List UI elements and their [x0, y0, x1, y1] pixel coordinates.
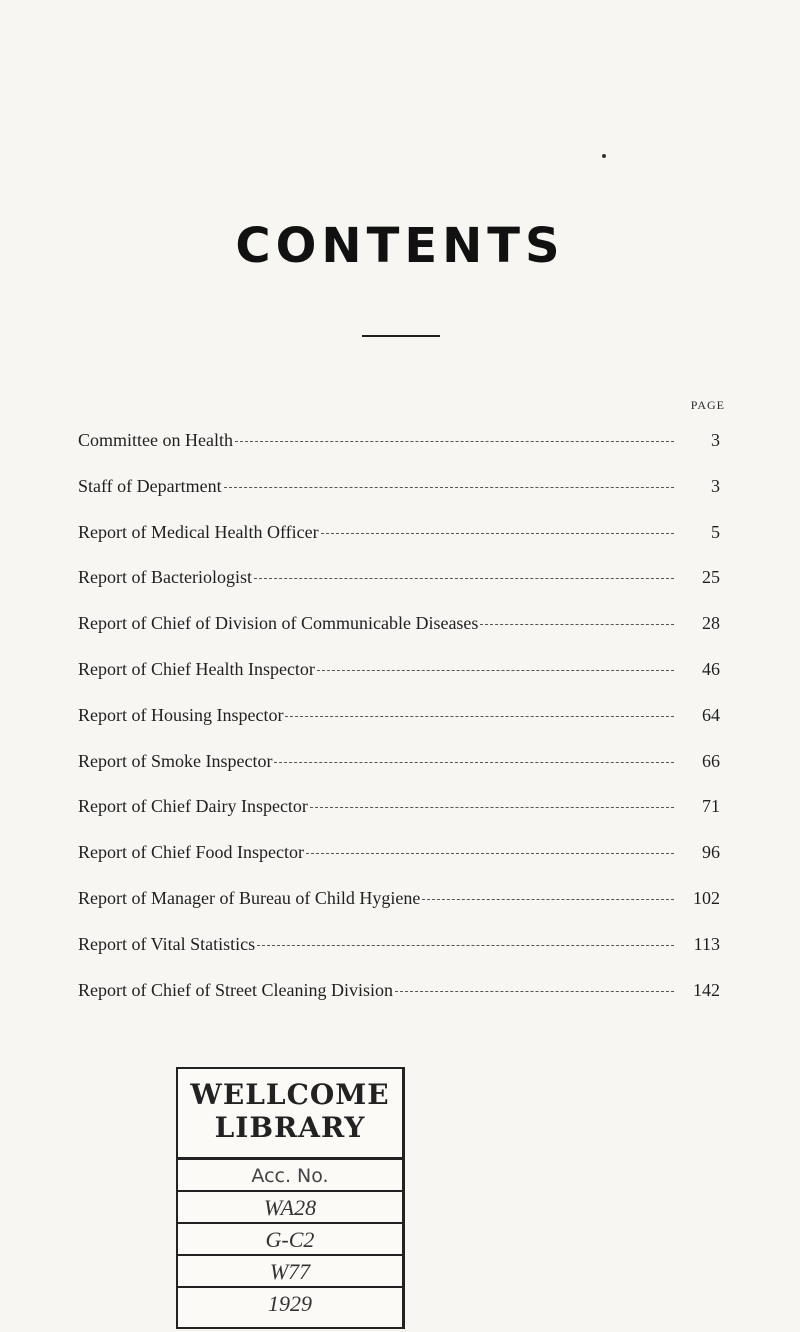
- library-stamp-row: WA28: [178, 1192, 402, 1224]
- title-rule: [362, 335, 440, 337]
- toc-entry-page: 3: [711, 475, 720, 496]
- toc-entry-label: Report of Manager of Bureau of Child Hygiene: [78, 887, 421, 908]
- toc-dot-leader: [285, 716, 674, 717]
- toc-entry-page: 46: [702, 658, 720, 679]
- paper-speck: [602, 154, 606, 158]
- page-title: CONTENTS: [235, 218, 565, 274]
- toc-entry: [78, 476, 720, 522]
- toc-dot-leader: [480, 624, 674, 625]
- toc-dot-leader: [235, 441, 674, 442]
- toc-entry: [78, 888, 720, 934]
- toc-entry: [78, 751, 720, 797]
- toc-dot-leader: [274, 762, 674, 763]
- library-stamp: [176, 1067, 405, 1329]
- toc-entry-page: 102: [693, 887, 720, 908]
- toc-entry-label: Staff of Department: [78, 475, 222, 496]
- library-stamp-row: G-C2: [178, 1224, 402, 1256]
- toc-entry: [78, 980, 720, 1026]
- toc-dot-leader: [306, 853, 674, 854]
- library-stamp-line1: WELLCOME: [190, 1078, 390, 1111]
- toc-entry-page: 96: [702, 842, 720, 863]
- toc-entry-page: 142: [693, 979, 720, 1000]
- toc-entry-label: Report of Chief Food Inspector: [78, 842, 304, 863]
- toc-entry-label: Report of Chief Health Inspector: [78, 658, 315, 679]
- toc-entry-page: 64: [702, 704, 720, 725]
- toc-entry-label: Report of Housing Inspector: [78, 704, 284, 725]
- toc-entry-label: Report of Bacteriologist: [78, 567, 252, 588]
- toc-dot-leader: [257, 945, 674, 946]
- page-column-header: PAGE: [690, 398, 725, 412]
- toc-dot-leader: [395, 991, 674, 992]
- toc-entry-label: Report of Chief of Division of Communicable Diseases: [78, 613, 479, 634]
- toc-dot-leader: [317, 670, 674, 671]
- toc-entry-page: 5: [711, 521, 720, 542]
- toc-entry-page: 28: [702, 613, 720, 634]
- library-stamp-row: W77: [178, 1256, 402, 1288]
- toc-entry: [78, 842, 720, 888]
- toc-entry: [78, 613, 720, 659]
- toc-entry-label: Report of Medical Health Officer: [78, 521, 319, 542]
- toc-entry: [78, 796, 720, 842]
- toc-entry-label: Report of Vital Statistics: [78, 933, 256, 954]
- toc-entry-page: 71: [702, 796, 720, 817]
- toc-entry-page: 113: [693, 933, 720, 954]
- toc-dot-leader: [310, 807, 674, 808]
- toc-dot-leader: [321, 533, 674, 534]
- toc-dot-leader: [254, 578, 674, 579]
- toc-entry-label: Committee on Health: [78, 430, 233, 450]
- library-stamp-row: Acc. No.: [178, 1160, 402, 1192]
- toc-dot-leader: [422, 899, 674, 900]
- toc-entry: [78, 522, 720, 568]
- toc-entry: [78, 705, 720, 751]
- toc-entry-page: 25: [702, 567, 720, 588]
- toc-entry: [78, 934, 720, 980]
- toc-entry-page: 3: [711, 430, 720, 450]
- toc-entry-label: Report of Smoke Inspector: [78, 750, 273, 771]
- toc-entry-page: 66: [702, 750, 720, 771]
- toc-entry: [78, 659, 720, 705]
- library-stamp-row: 1929: [268, 1291, 312, 1316]
- library-stamp-header: [178, 1069, 402, 1160]
- library-stamp-line2: LIBRARY: [214, 1111, 366, 1144]
- toc-entry-label: Report of Chief of Street Cleaning Division: [78, 979, 393, 1000]
- table-of-contents: [78, 430, 720, 1025]
- toc-entry: [78, 430, 720, 476]
- toc-entry-label: Report of Chief Dairy Inspector: [78, 796, 308, 817]
- toc-dot-leader: [224, 487, 674, 488]
- toc-entry: [78, 567, 720, 613]
